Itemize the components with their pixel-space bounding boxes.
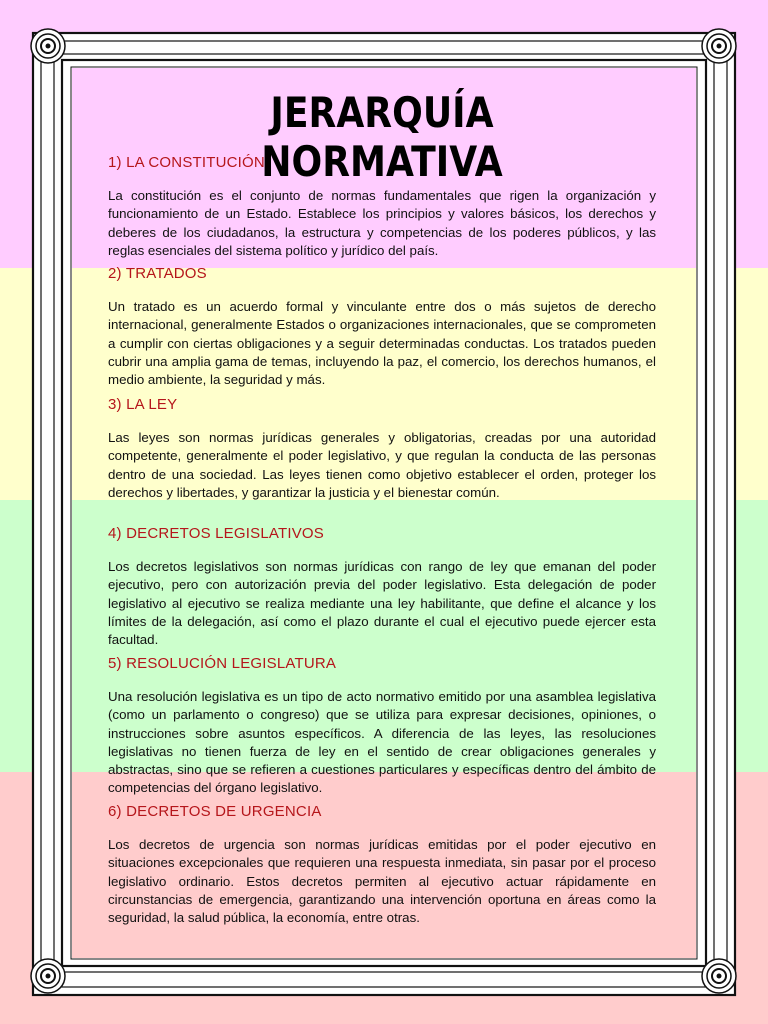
section-heading: 5) RESOLUCIÓN LEGISLATURA bbox=[108, 655, 337, 672]
document-content bbox=[108, 0, 656, 1024]
section-heading: 3) LA LEY bbox=[108, 396, 178, 413]
section-body: Una resolución legislativa es un tipo de acto normativo emitido por una asamblea legislativa (como un parlamento o congreso) que se utiliza para expresar decisiones, opiniones, o instrucciones sobre asuntos específicos. A diferencia de las leyes, las resoluciones legislativas no tienen fuerza de ley en el sentido de crear obligaciones generales y abstractas, sino que se refieren a cuestiones particulares y específicas dentro del ámbito de competencias del órgano legislativo. bbox=[108, 689, 656, 796]
section-body: Las leyes son normas jurídicas generales y obligatorias, creadas por una autoridad competente, generalmente el poder legislativo, y que regulan la conducta de las personas dentro de una sociedad. Las leyes tienen como objetivo establecer el orden, proteger los derechos y libertades, y garantizar la justicia y el bienestar común. bbox=[108, 430, 656, 500]
section-decretos-legislativos bbox=[108, 525, 656, 649]
section-ley bbox=[108, 396, 656, 502]
section-tratados bbox=[108, 265, 656, 389]
section-body: Los decretos de urgencia son normas jurídicas emitidas por el poder ejecutivo en situaciones excepcionales que requieren una respuesta inmediata, sin pasar por el proceso legislativo ordinario. Estos decretos permiten al ejecutivo actuar rápidamente en circunstancias de emergencia, garantizando una intervención oportuna en áreas como la seguridad, la salud pública, la economía, entre otras. bbox=[108, 837, 656, 926]
section-body: Los decretos legislativos son normas jurídicas con rango de ley que emanan del poder ejecutivo, pero con autorización previa del poder legislativo. Esta delegación de poder legislativo al ejecutivo se realiza mediante una ley habilitante, que define el alcance y los límites de la delegación, así como el plazo durante el cual el ejecutivo puede ejercer esta facultad. bbox=[108, 559, 656, 648]
section-constitucion bbox=[108, 154, 656, 260]
section-heading: 2) TRATADOS bbox=[108, 265, 207, 282]
section-heading: 4) DECRETOS LEGISLATIVOS bbox=[108, 525, 324, 542]
section-decretos-urgencia bbox=[108, 803, 656, 927]
corner-ornament-bottom-right bbox=[702, 959, 736, 993]
page-title: JERARQUÍA NORMATIVA bbox=[261, 88, 503, 186]
section-body: La constitución es el conjunto de normas fundamentales que rigen la organización y funcionamiento de un Estado. Establece los principios y valores básicos, los derechos y deberes de los ciudadanos, la estructura y competencias de los poderes públicos, y las reglas esenciales del sistema político y jurídico del país. bbox=[108, 188, 656, 258]
corner-ornament-top-left bbox=[31, 29, 65, 63]
section-heading: 1) LA CONSTITUCIÓN bbox=[108, 154, 265, 171]
section-heading: 6) DECRETOS DE URGENCIA bbox=[108, 803, 322, 820]
section-body: Un tratado es un acuerdo formal y vinculante entre dos o más sujetos de derecho internacional, generalmente Estados o organizaciones internacionales, que se comprometen a cumplir con ciertas obligaciones y a seguir determinadas conductas. Los tratados pueden cubrir una amplia gama de temas, incluyendo la paz, el comercio, los derechos humanos, el medio ambiente, la seguridad y más. bbox=[108, 299, 656, 388]
corner-ornament-bottom-left bbox=[31, 959, 65, 993]
section-resolucion-legislatura bbox=[108, 655, 656, 798]
corner-ornament-top-right bbox=[702, 29, 736, 63]
